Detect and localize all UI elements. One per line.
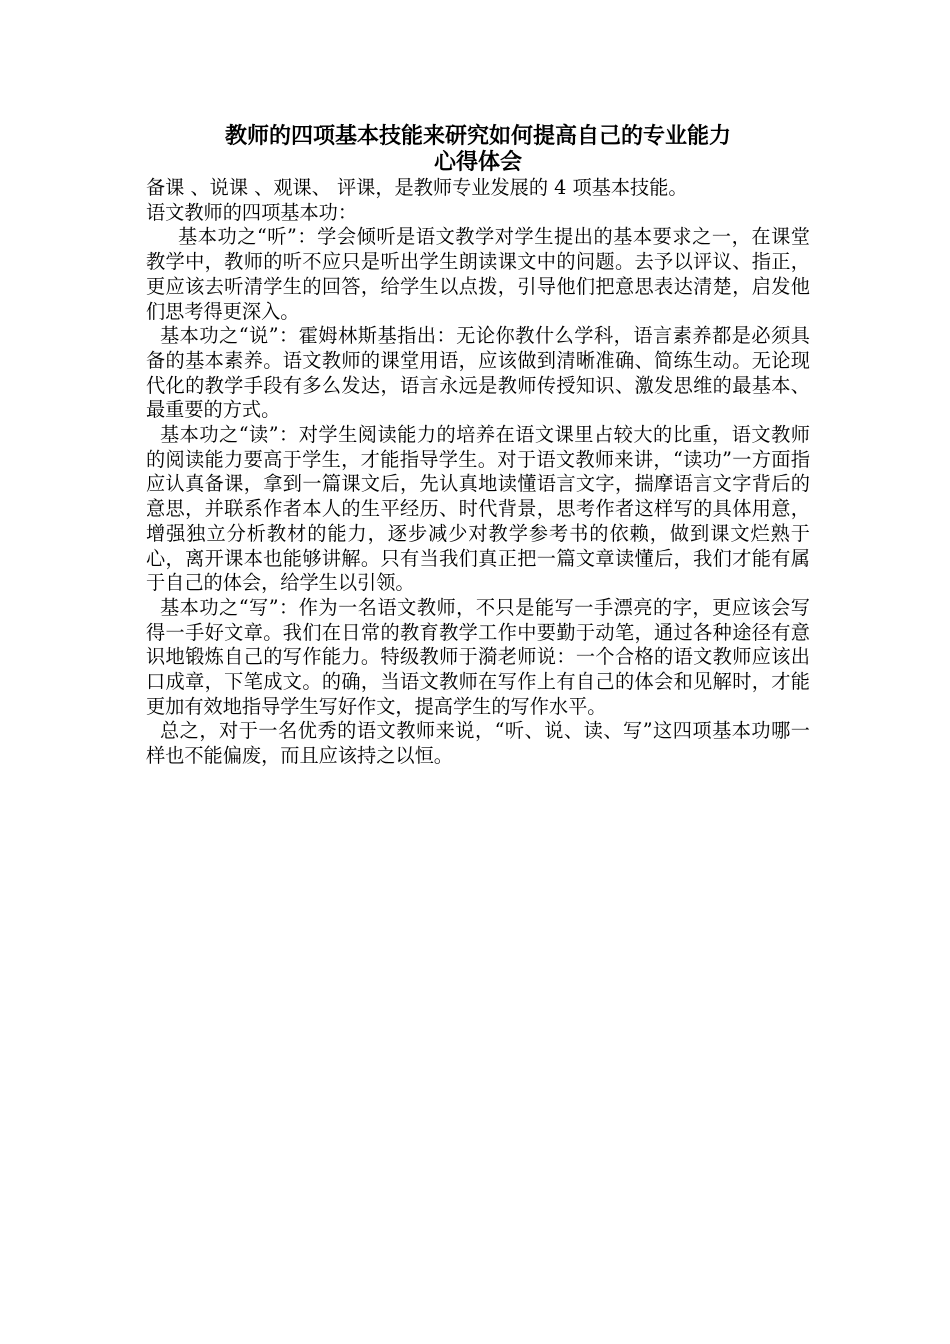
paragraph-listening: 基本功之“听”：学会倾听是语文教学对学生提出的基本要求之一，在课堂教学中，教师的听不应只是听出学生朗读课文中的问题。去予以评议、指正，更应该去听清学生的回答，给学生以点拨，引导他们把意思表达清楚，启发他们思考得更深入。 <box>146 225 810 323</box>
paragraph-conclusion: 总之，对于一名优秀的语文教师来说，“听、说、读、写”这四项基本功哪一样也不能偏废，而且应该持之以恒。 <box>146 719 810 768</box>
paragraph-writing: 基本功之“写”：作为一名语文教师，不只是能写一手漂亮的字，更应该会写得一手好文章。我们在日常的教育教学工作中要勤于动笔，通过各种途径有意识地锻炼自己的写作能力。特级教师于漪老师说：一个合格的语文教师应该出口成章，下笔成文。的确，当语文教师在写作上有自己的体会和见解时，才能更加有效地指导学生写好作文，提高学生的写作水平。 <box>146 595 810 718</box>
title-line-2: 心得体会 <box>433 150 522 175</box>
paragraph-speaking: 基本功之“说”：霍姆林斯基指出：无论你教什么学科，语言素养都是必须具备的基本素养。语文教师的课堂用语，应该做到清晰准确、简练生动。无论现代化的教学手段有多么发达，语言永远是教师传授知识、激发思维的最基本、最重要的方式。 <box>146 324 810 422</box>
document-title <box>146 124 810 176</box>
document-body <box>146 124 810 769</box>
title-line-1: 教师的四项基本技能来研究如何提高自己的专业能力 <box>224 124 731 149</box>
paragraph-basic-skills-heading: 语文教师的四项基本功： <box>146 200 358 224</box>
paragraph-skills-intro: 备课 、说课 、观课、 评课，是教师专业发展的 4 项基本技能。 <box>146 176 688 199</box>
paragraph-reading: 基本功之“读”：对学生阅读能力的培养在语文课里占较大的比重，语文教师的阅读能力要高于学生，才能指导学生。对于语文教师来讲，“读功”一方面指应认真备课，拿到一篇课文后，先认真地读懂语言文字，揣摩语言文字背后的意思，并联系作者本人的生平经历、时代背景，思考作者这样写的具体用意，增强独立分析教材的能力，逐步减少对教学参考书的依赖，做到课文烂熟于心，离开课本也能够讲解。只有当我们真正把一篇文章读懂后，我们才能有属于自己的体会，给学生以引领。 <box>146 423 810 595</box>
